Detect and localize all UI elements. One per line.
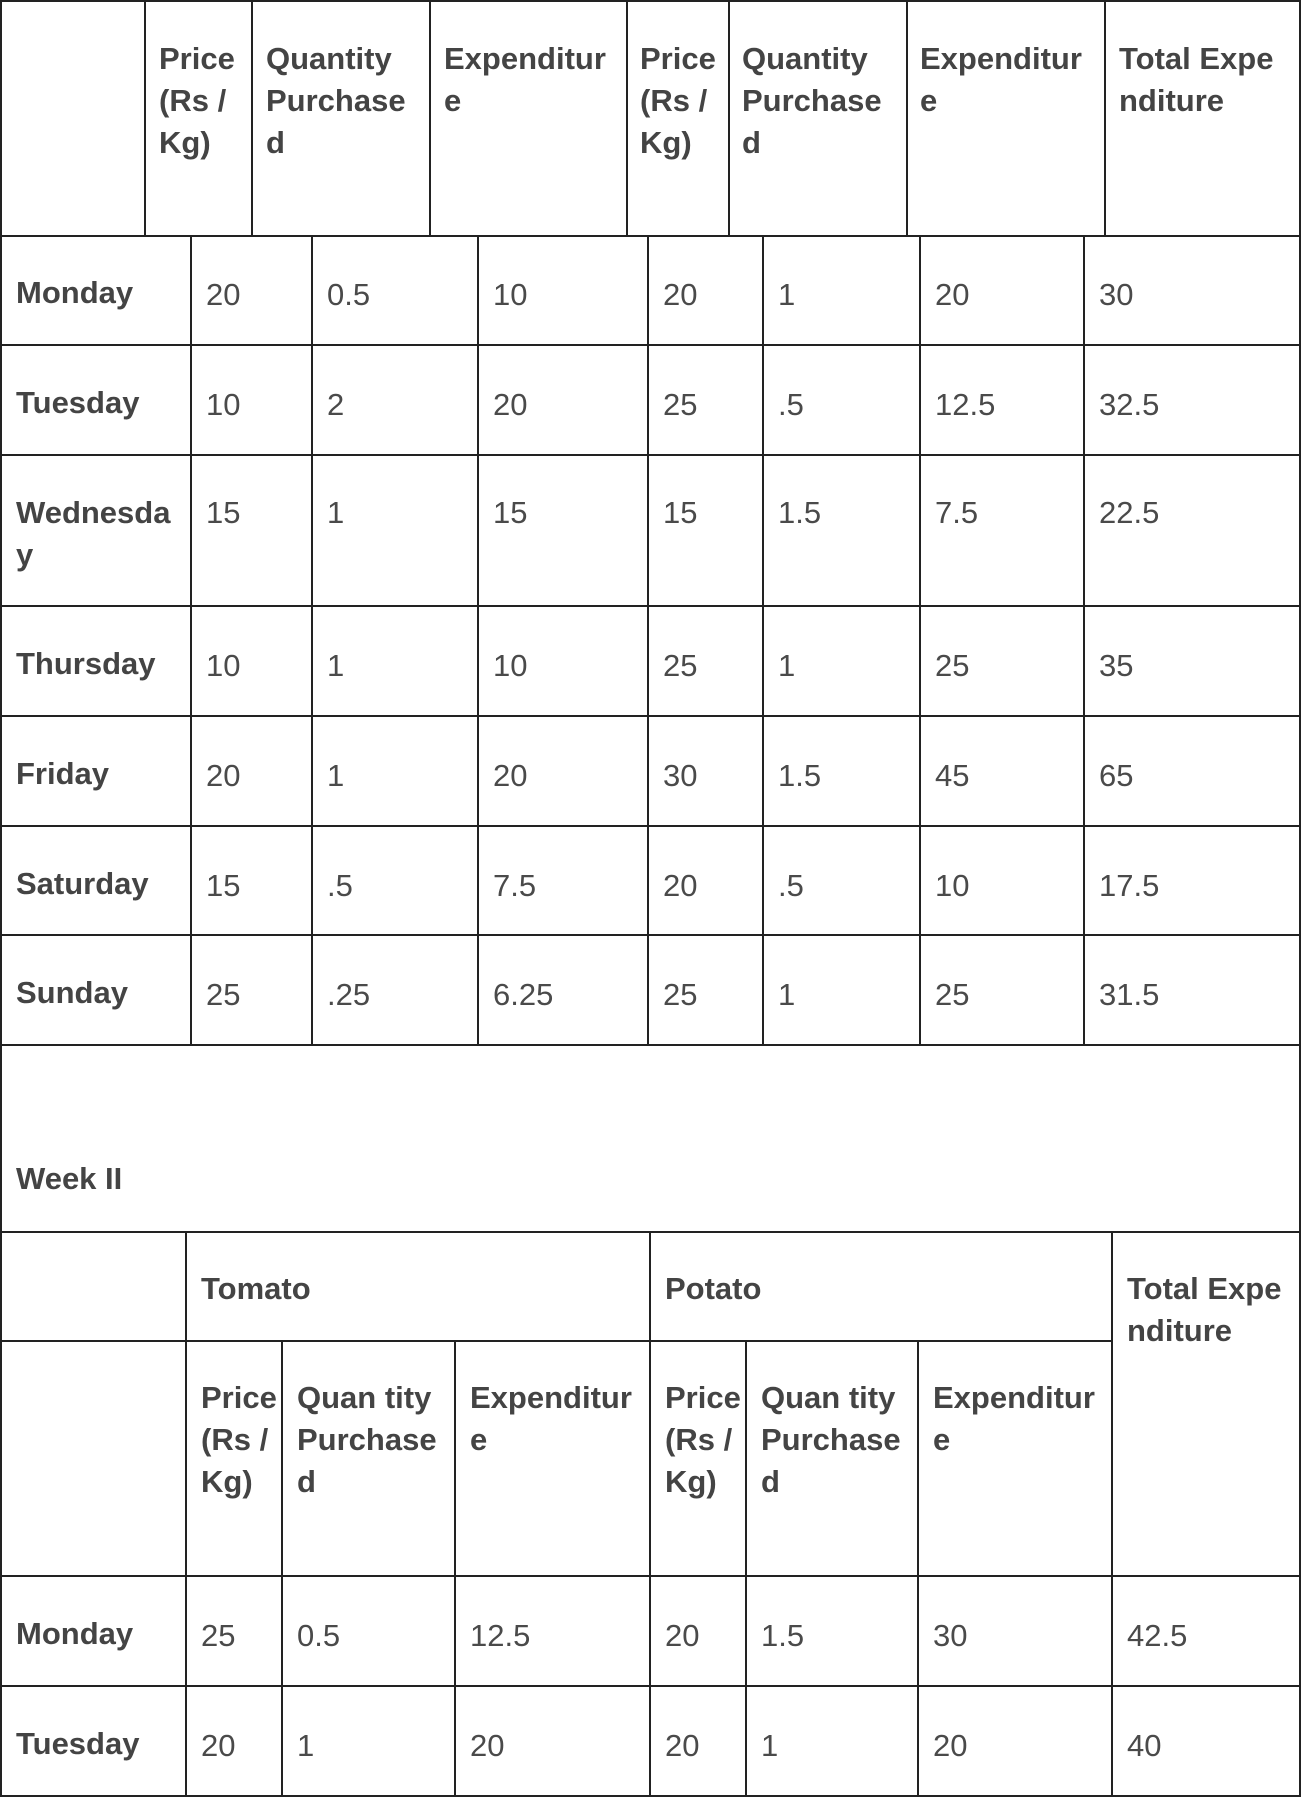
week2-header-potato-quantity: Quan tity Purchased xyxy=(761,1380,901,1499)
week1-cell: 6.25 xyxy=(493,977,554,1012)
week1-cell: 25 xyxy=(663,387,698,422)
week1-cell: 30 xyxy=(1099,277,1134,312)
week2-cell: 20 xyxy=(201,1728,236,1763)
week1-cell: 20 xyxy=(663,277,698,312)
week1-cell: 25 xyxy=(206,977,241,1012)
week1-cell: 15 xyxy=(206,868,241,903)
week2-header-potato-price: Price (Rs /Kg) xyxy=(665,1380,741,1499)
week2-day-label: Tuesday xyxy=(16,1726,140,1761)
week1-cell: 10 xyxy=(206,387,241,422)
week2-cell: 0.5 xyxy=(297,1618,341,1653)
week1-cell: 45 xyxy=(935,758,970,793)
week2-group-tomato: Tomato xyxy=(201,1271,311,1306)
week1-header-tomato-quantity: Quantity Purchased xyxy=(266,41,406,160)
week1-cell: 10 xyxy=(493,277,528,312)
week1-cell: 2 xyxy=(327,387,345,422)
week1-cell: 0.5 xyxy=(327,277,371,312)
week1-cell: .25 xyxy=(327,977,371,1012)
week1-cell: 12.5 xyxy=(935,387,996,422)
week2-header-tomato-price: Price (Rs /Kg) xyxy=(201,1380,277,1499)
week2-header-potato-expenditure: Expenditure xyxy=(933,1380,1095,1457)
week1-cell: 20 xyxy=(493,758,528,793)
week1-cell: 22.5 xyxy=(1099,495,1160,530)
week1-cell: .5 xyxy=(778,387,804,422)
week1-cell: 1.5 xyxy=(778,758,822,793)
week1-cell: 20 xyxy=(935,277,970,312)
week2-cell: 25 xyxy=(201,1618,236,1653)
week2-cell: 20 xyxy=(470,1728,505,1763)
week1-cell: 1.5 xyxy=(778,495,822,530)
week1-cell: 1 xyxy=(327,758,345,793)
week2-cell: 20 xyxy=(933,1728,968,1763)
week1-header-potato-expenditure: Expenditure xyxy=(920,41,1082,118)
week1-header-tomato-price: Price (Rs /Kg) xyxy=(159,41,235,160)
week2-cell: 1 xyxy=(761,1728,779,1763)
week2-cell: 42.5 xyxy=(1127,1618,1188,1653)
week1-cell: 35 xyxy=(1099,648,1134,683)
week2-label: Week II xyxy=(16,1161,123,1196)
week1-cell: 1 xyxy=(778,648,796,683)
week2-header-tomato-expenditure: Expenditure xyxy=(470,1380,632,1457)
week1-cell: 10 xyxy=(935,868,970,903)
week1-day-label: Monday xyxy=(16,275,134,310)
week1-cell: 1 xyxy=(327,648,345,683)
week2-cell: 12.5 xyxy=(470,1618,531,1653)
week1-header-potato-price: Price (Rs /Kg) xyxy=(640,41,716,160)
week2-group-total-expenditure: Total Expenditure xyxy=(1127,1271,1282,1348)
week1-cell: 20 xyxy=(493,387,528,422)
week1-cell: 10 xyxy=(493,648,528,683)
week1-cell: 17.5 xyxy=(1099,868,1160,903)
week2-cell: 20 xyxy=(665,1728,700,1763)
week1-cell: 7.5 xyxy=(935,495,979,530)
week2-cell: 30 xyxy=(933,1618,968,1653)
week2-cell: 1 xyxy=(297,1728,315,1763)
week1-cell: 10 xyxy=(206,648,241,683)
week1-cell: 7.5 xyxy=(493,868,537,903)
week1-cell: 20 xyxy=(663,868,698,903)
week1-cell: 32.5 xyxy=(1099,387,1160,422)
week1-cell: 15 xyxy=(206,495,241,530)
week1-day-label: Saturday xyxy=(16,866,149,901)
week1-cell: 1 xyxy=(327,495,345,530)
week1-cell: 15 xyxy=(493,495,528,530)
week2-day-label: Monday xyxy=(16,1616,134,1651)
week2-cell: 1.5 xyxy=(761,1618,805,1653)
week2-header-tomato-quantity: Quan tity Purchased xyxy=(297,1380,437,1499)
week1-day-label: Friday xyxy=(16,756,110,791)
week2-cell: 40 xyxy=(1127,1728,1162,1763)
week1-cell: 20 xyxy=(206,758,241,793)
week1-cell: 15 xyxy=(663,495,698,530)
week1-cell: 25 xyxy=(663,977,698,1012)
week1-cell: .5 xyxy=(327,868,353,903)
week1-cell: 25 xyxy=(663,648,698,683)
week1-day-label: Wednesday xyxy=(16,495,171,572)
week1-cell: 20 xyxy=(206,277,241,312)
week1-header-tomato-expenditure: Expenditure xyxy=(444,41,606,118)
week1-cell: 30 xyxy=(663,758,698,793)
week2-cell: 20 xyxy=(665,1618,700,1653)
week1-cell: 65 xyxy=(1099,758,1134,793)
week1-cell: 25 xyxy=(935,977,970,1012)
week1-cell: 25 xyxy=(935,648,970,683)
week1-cell: 31.5 xyxy=(1099,977,1160,1012)
week1-cell: 1 xyxy=(778,977,796,1012)
week1-cell: 1 xyxy=(778,277,796,312)
week1-header-total-expenditure: Total Expenditure xyxy=(1119,41,1274,118)
week1-day-label: Thursday xyxy=(16,646,156,681)
week2-group-potato: Potato xyxy=(665,1271,762,1306)
week1-day-label: Sunday xyxy=(16,975,128,1010)
week1-day-label: Tuesday xyxy=(16,385,140,420)
week1-cell: .5 xyxy=(778,868,804,903)
week1-header-potato-quantity: Quantity Purchased xyxy=(742,41,882,160)
